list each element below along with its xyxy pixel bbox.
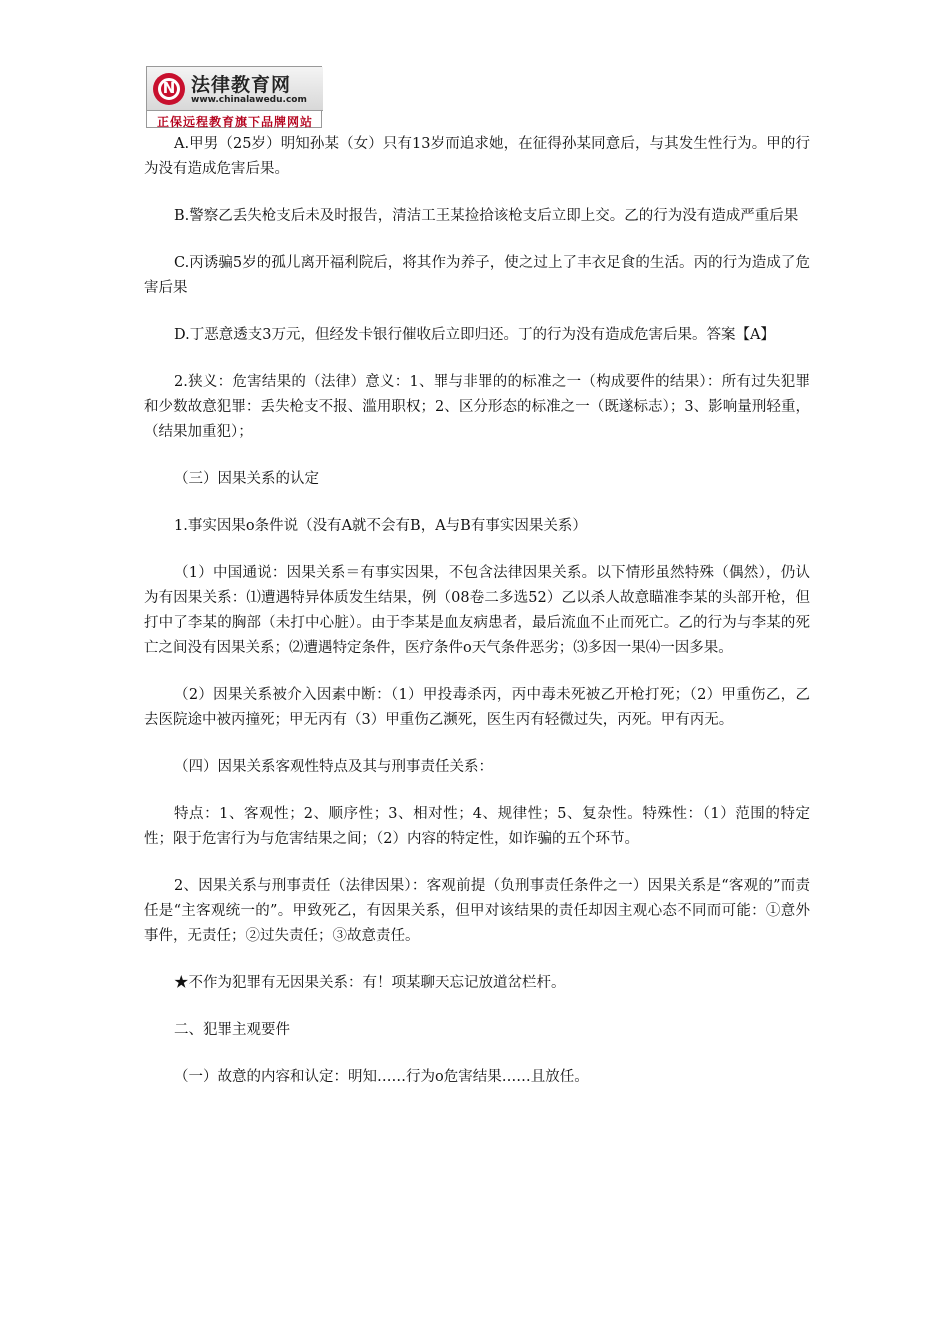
section-heading-causation: （三）因果关系的认定 [174,471,319,487]
option-a: A.甲男（25岁）明知孙某（女）只有13岁而追求她，在征得孙某同意后，与其发生性行为。甲的行为没有造成危害后果。 [144,136,810,177]
option-d-answer: D.丁恶意透支3万元，但经发卡银行催收后立即归还。丁的行为没有造成危害后果。答案【A】 [174,327,775,343]
option-c: C.丙诱骗5岁的孤儿离开福利院后，将其作为养子，使之过上了丰衣足食的生活。丙的行为造成了危害后果 [144,255,810,296]
logo-banner [147,67,323,111]
option-b: B.警察乙丢失枪支后未及时报告，清洁工王某捡拾该枪支后立即上交。乙的行为没有造成严重后果 [174,208,799,224]
section-heading-objectivity: （四）因果关系客观性特点及其与刑事责任关系： [174,759,493,775]
law-emblem-icon [153,73,185,105]
emblem-letter: N [162,79,176,97]
logo-url: www.chinalawedu.com [191,95,307,105]
intervening-factors: （2）因果关系被介入因素中断：（1）甲投毒杀丙，丙中毒未死被乙开枪打死；（2）甲重伤乙，乙去医院途中被丙撞死；甲无丙有（3）甲重伤乙濒死，医生丙有轻微过失，丙死。甲有丙无。 [144,687,810,728]
omission-note: ★不作为犯罪有无因果关系：有！项某聊天忘记放道岔栏杆。 [174,975,566,991]
causation-and-liability: 2、因果关系与刑事责任（法律因果）：客观前提（负刑事责任条件之一）因果关系是“客观的”而责任是“主客观统一的”。甲致死乙，有因果关系，但甲对该结果的责任却因主观心态不同而可能：①意外事件，无责任；②过失责任；③故意责任。 [144,878,810,944]
logo-slogan: 正保远程教育旗下品牌网站 [156,115,313,129]
logo-title: 法律教育网 [191,74,292,96]
factual-causation: 1.事实因果o条件说（没有A就不会有B，A与B有事实因果关系） [174,518,587,534]
narrow-definition: 2.狭义：危害结果的（法律）意义：1、罪与非罪的的标准之一（构成要件的结果）：所有过失犯罪和少数故意犯罪：丢失枪支不报、滥用职权；2、区分形态的标准之一（既遂标志）；3、影响量刑轻重，（结果加重犯）； [144,374,810,440]
characteristics: 特点：1、客观性；2、顺序性；3、相对性；4、规律性；5、复杂性。特殊性：（1）范围的特定性；限于危害行为与危害结果之间；（2）内容的特定性，如诈骗的五个环节。 [144,806,810,847]
section-heading-subjective: 二、犯罪主观要件 [174,1022,290,1038]
site-logo [146,66,322,128]
china-general-view: （1）中国通说：因果关系＝有事实因果，不包含法律因果关系。以下情形虽然特殊（偶然），仍认为有因果关系：⑴遭遇特异体质发生结果，例（08卷二多选52）乙以杀人故意瞄准李某的头部开枪，但打中了李某的胸部（未打中心脏）。由于李某是血友病患者，最后流血不止而死亡。乙的行为与李某的死亡之间没有因果关系；⑵遭遇特定条件，医疗条件o天气条件恶劣；⑶多因一果⑷一因多果。 [144,565,810,656]
document-body [144,132,810,1112]
intent-definition: （一）故意的内容和认定：明知……行为o危害结果……且放任。 [174,1069,589,1085]
